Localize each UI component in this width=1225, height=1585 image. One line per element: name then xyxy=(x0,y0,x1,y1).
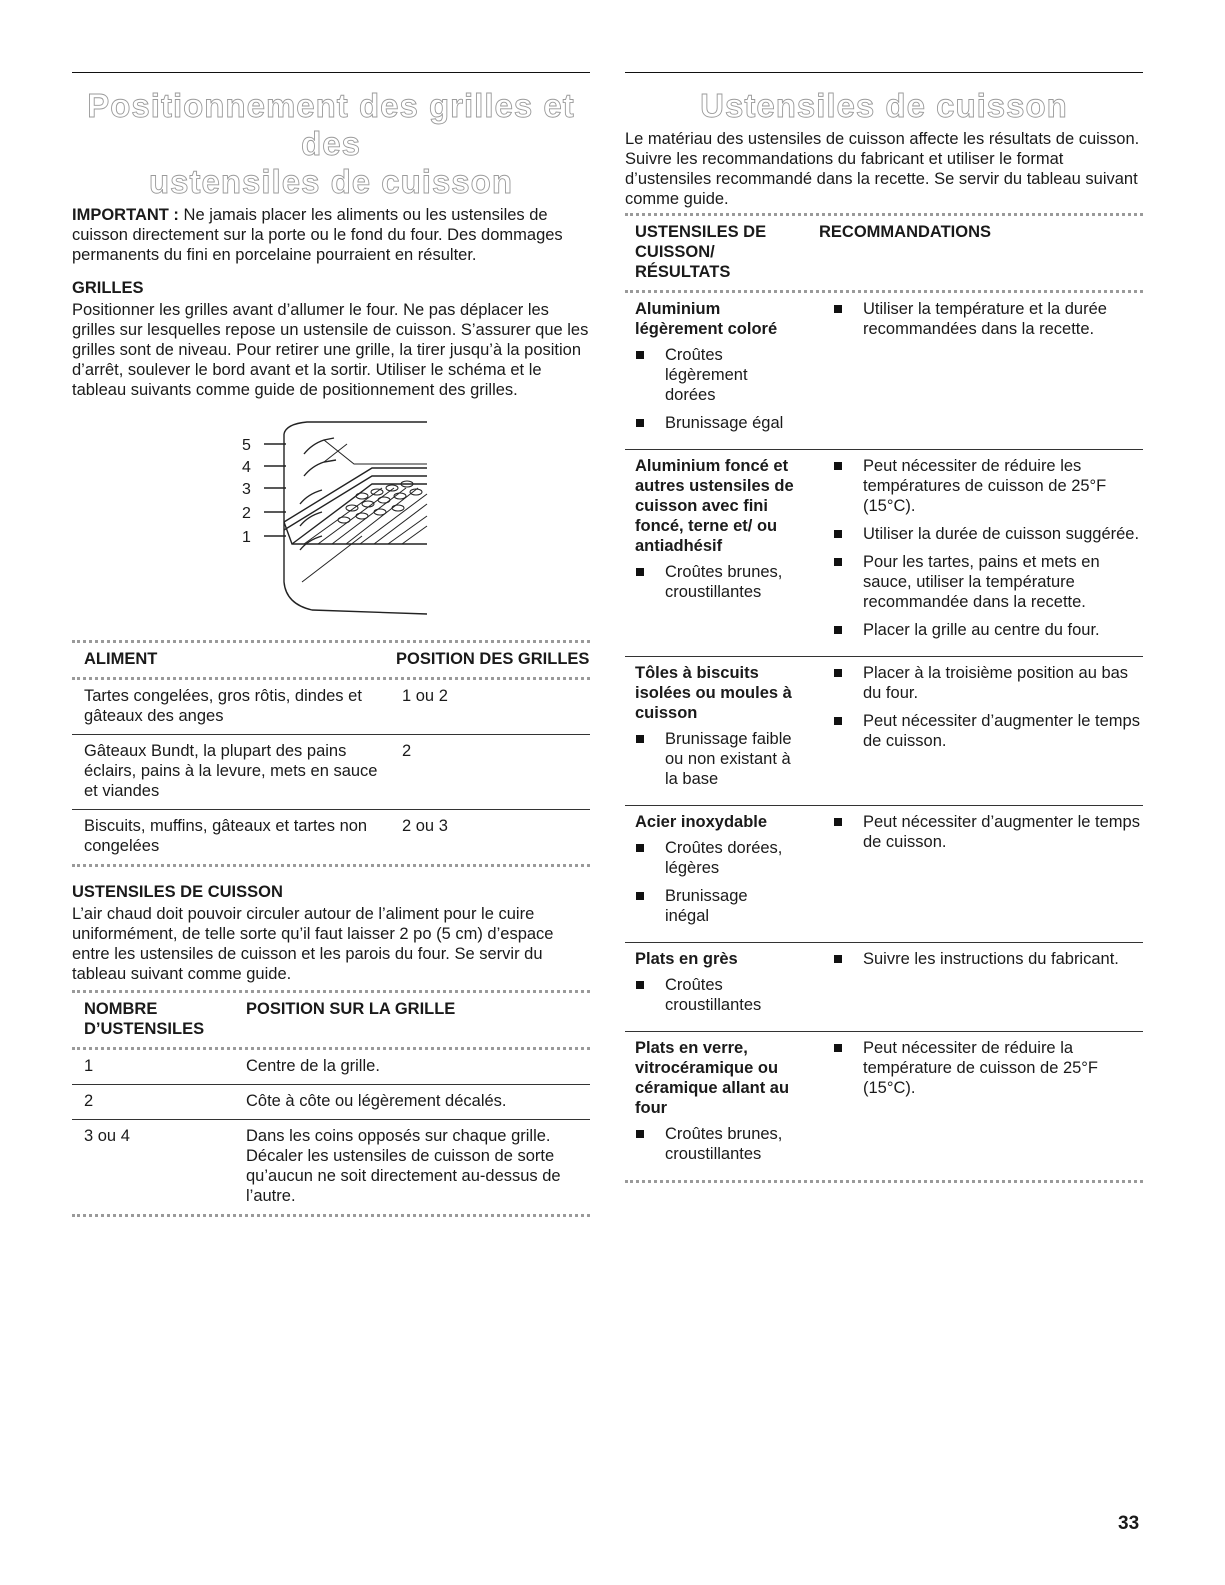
table-cell-nombre: 1 xyxy=(84,1057,94,1075)
cookware-table xyxy=(625,943,1143,1031)
section-title: Ustensiles de cuisson xyxy=(700,87,1068,124)
rack-label-5: 5 xyxy=(242,437,251,454)
recommendation-item: Pour les tartes, pains et mets en sauce, utiliser la température recommandée dans la recette. xyxy=(833,552,1143,612)
table-header-position: POSITION DES GRILLES xyxy=(396,650,590,668)
table-row xyxy=(72,810,590,864)
table-cell-aliment: Tartes congelées, gros rôtis, dindes et gâteaux des anges xyxy=(84,687,362,725)
grilles-heading: GRILLES xyxy=(72,279,144,297)
recommendations-list xyxy=(833,456,1143,640)
result-item: Croûtes brunes, croustillantes xyxy=(635,562,795,602)
material-name: Aluminium légèrement coloré xyxy=(635,300,778,338)
table-header-position-grille: POSITION SUR LA GRILLE xyxy=(246,1000,456,1018)
table-row xyxy=(625,657,1143,805)
table2-bottom-rule xyxy=(72,1214,590,1217)
cookware-table-header xyxy=(625,216,1143,290)
recommendation-item: Placer la grille au centre du four. xyxy=(833,620,1143,640)
utensil-count-table-body xyxy=(72,1050,590,1084)
table-row xyxy=(625,450,1143,656)
recommendation-cell xyxy=(803,657,1143,805)
table-header-row xyxy=(625,216,1143,290)
recommendation-item: Peut nécessiter de réduire la température de cuisson de 25°F (15°C). xyxy=(833,1038,1143,1098)
table-row xyxy=(72,735,590,809)
page-number: 33 xyxy=(1118,1513,1140,1534)
recommendations-list xyxy=(833,299,1143,339)
recommendations-list xyxy=(833,663,1143,751)
section-title-line1: Positionnement des grilles et des xyxy=(87,87,575,162)
rack-label-3: 3 xyxy=(242,481,251,498)
material-name: Tôles à biscuits isolées ou moules à cuisson xyxy=(635,664,792,722)
table-row xyxy=(625,293,1143,449)
rack-diagram xyxy=(72,404,590,636)
table-row xyxy=(72,1120,590,1214)
table-cell-position: 2 ou 3 xyxy=(402,817,448,835)
material-cell xyxy=(625,943,803,1031)
material-cell xyxy=(625,806,803,942)
rack-position-table-body xyxy=(72,680,590,734)
table-cell-aliment: Gâteaux Bundt, la plupart des pains éclairs, pains à la levure, mets en sauce et viandes xyxy=(84,742,378,800)
table3-bottom-rule xyxy=(625,1180,1143,1183)
table-row xyxy=(72,1050,590,1084)
ustensiles-paragraph: L’air chaud doit pouvoir circuler autour de l’aliment pour le cuire uniformément, de telle sorte qu’il faut laisser 2 po (5 cm) d’espace entre les ustensiles de cuisson et les parois du four. Se servir du tableau suivant comme guide. xyxy=(72,905,554,983)
important-paragraph xyxy=(72,205,590,265)
recommendation-item: Utiliser la durée de cuisson suggérée. xyxy=(833,524,1143,544)
recommendation-cell xyxy=(803,806,1143,942)
table-row xyxy=(72,1085,590,1119)
recommendation-item: Peut nécessiter d’augmenter le temps de cuisson. xyxy=(833,711,1143,751)
rack-position-table-body-2 xyxy=(72,735,590,809)
table-row xyxy=(625,943,1143,1031)
table-cell-position: 2 xyxy=(402,742,412,760)
material-cell xyxy=(625,1032,803,1180)
cookware-table xyxy=(625,657,1143,805)
table-header-nombre: NOMBRE D’USTENSILES xyxy=(84,1000,205,1038)
table-row xyxy=(625,806,1143,942)
results-list xyxy=(635,1124,795,1164)
right-column xyxy=(625,72,1143,1183)
cookware-table-body xyxy=(625,293,1143,1180)
section-title xyxy=(72,87,590,201)
cookware-table xyxy=(625,1032,1143,1180)
table-header-row xyxy=(72,993,590,1047)
result-item: Croûtes brunes, croustillantes xyxy=(635,1124,795,1164)
result-item: Croûtes croustillantes xyxy=(635,975,795,1015)
table-header-aliment: ALIMENT xyxy=(84,650,158,668)
ustensiles-heading: USTENSILES DE CUISSON xyxy=(72,883,283,901)
results-list xyxy=(635,729,795,789)
utensil-count-table xyxy=(72,993,590,1047)
rack-label-4: 4 xyxy=(242,459,251,476)
recommendations-list xyxy=(833,1038,1143,1098)
recommendations-list xyxy=(833,949,1143,969)
table-row xyxy=(72,680,590,734)
recommendation-item: Peut nécessiter de réduire les températures de cuisson de 25°F (15°C). xyxy=(833,456,1143,516)
important-text: Ne jamais placer les aliments ou les ustensiles de cuisson directement sur la porte ou le fond du four. Des dommages permanents du fini en porcelaine pourraient en résulter. xyxy=(72,206,563,264)
material-cell xyxy=(625,657,803,805)
recommendation-item: Suivre les instructions du fabricant. xyxy=(833,949,1143,969)
table-header-ustensiles: USTENSILES DE CUISSON/ RÉSULTATS xyxy=(635,223,767,281)
recommendation-cell xyxy=(803,1032,1143,1180)
important-label: IMPORTANT : xyxy=(72,206,179,224)
rack-position-table xyxy=(72,643,590,677)
table-cell-position: Côte à côte ou légèrement décalés. xyxy=(246,1092,507,1110)
results-list xyxy=(635,345,795,433)
rack-diagram-illustration xyxy=(72,404,590,636)
cookware-table xyxy=(625,293,1143,449)
rack-label-2: 2 xyxy=(242,505,251,522)
result-item: Croûtes légèrement dorées xyxy=(635,345,795,405)
results-list xyxy=(635,838,795,926)
table-cell-nombre: 3 ou 4 xyxy=(84,1127,130,1145)
table-header-recommandations: RECOMMANDATIONS xyxy=(819,223,992,241)
table-header-row xyxy=(72,643,590,677)
cookware-table xyxy=(625,806,1143,942)
cookware-table xyxy=(625,450,1143,656)
material-cell xyxy=(625,293,803,449)
recommendation-cell xyxy=(803,943,1143,1031)
recommendation-item: Utiliser la température et la durée recommandées dans la recette. xyxy=(833,299,1143,339)
table-cell-position: Dans les coins opposés sur chaque grille. Décaler les ustensiles de cuisson de sorte qu’aucun ne soit directement au-dessus de l’autre. xyxy=(246,1127,561,1205)
result-item: Brunissage faible ou non existant à la base xyxy=(635,729,795,789)
material-name: Plats en grès xyxy=(635,950,738,968)
recommendations-list xyxy=(833,812,1143,852)
results-list xyxy=(635,562,795,602)
result-item: Brunissage égal xyxy=(635,413,795,433)
grilles-paragraph: Positionner les grilles avant d’allumer le four. Ne pas déplacer les grilles sur lesquelles repose un ustensile de cuisson. S’assurer que les grilles sont de niveau. Pour retirer une grille, la tirer jusqu’à la position d’arrêt, soulever le bord avant et la sortir. Utiliser le schéma et le tableau suivants comme guide de positionnement des grilles. xyxy=(72,301,589,399)
table-cell-nombre: 2 xyxy=(84,1092,94,1110)
material-name: Aluminium foncé et autres ustensiles de cuisson avec fini foncé, terne et/ ou antiadhésif xyxy=(635,457,794,555)
utensil-count-table-body-2 xyxy=(72,1085,590,1119)
section-title-line2: ustensiles de cuisson xyxy=(149,163,513,200)
recommendation-cell xyxy=(803,293,1143,449)
table-cell-position: Centre de la grille. xyxy=(246,1057,380,1075)
left-column xyxy=(72,72,590,1217)
recommendation-item: Placer à la troisième position au bas du four. xyxy=(833,663,1143,703)
rack-position-table-body-3 xyxy=(72,810,590,864)
result-item: Brunissage inégal xyxy=(635,886,795,926)
utensil-count-table-body-3 xyxy=(72,1120,590,1214)
table-row xyxy=(625,1032,1143,1180)
results-list xyxy=(635,975,795,1015)
top-rule xyxy=(625,72,1143,73)
recommendation-cell xyxy=(803,450,1143,656)
material-cell xyxy=(625,450,803,656)
table1-bottom-rule xyxy=(72,864,590,867)
material-name: Plats en verre, vitrocéramique ou céramique allant au four xyxy=(635,1039,790,1117)
table-cell-aliment: Biscuits, muffins, gâteaux et tartes non congelées xyxy=(84,817,368,855)
result-item: Croûtes dorées, légères xyxy=(635,838,795,878)
top-rule xyxy=(72,72,590,73)
recommendation-item: Peut nécessiter d’augmenter le temps de cuisson. xyxy=(833,812,1143,852)
material-name: Acier inoxydable xyxy=(635,813,768,831)
intro-paragraph: Le matériau des ustensiles de cuisson affecte les résultats de cuisson. Suivre les recommandations du fabricant et utiliser le format d’ustensiles recommandé dans la recette. Se servir du tableau suivant comme guide. xyxy=(625,130,1140,208)
rack-label-1: 1 xyxy=(242,529,251,546)
table-cell-position: 1 ou 2 xyxy=(402,687,448,705)
